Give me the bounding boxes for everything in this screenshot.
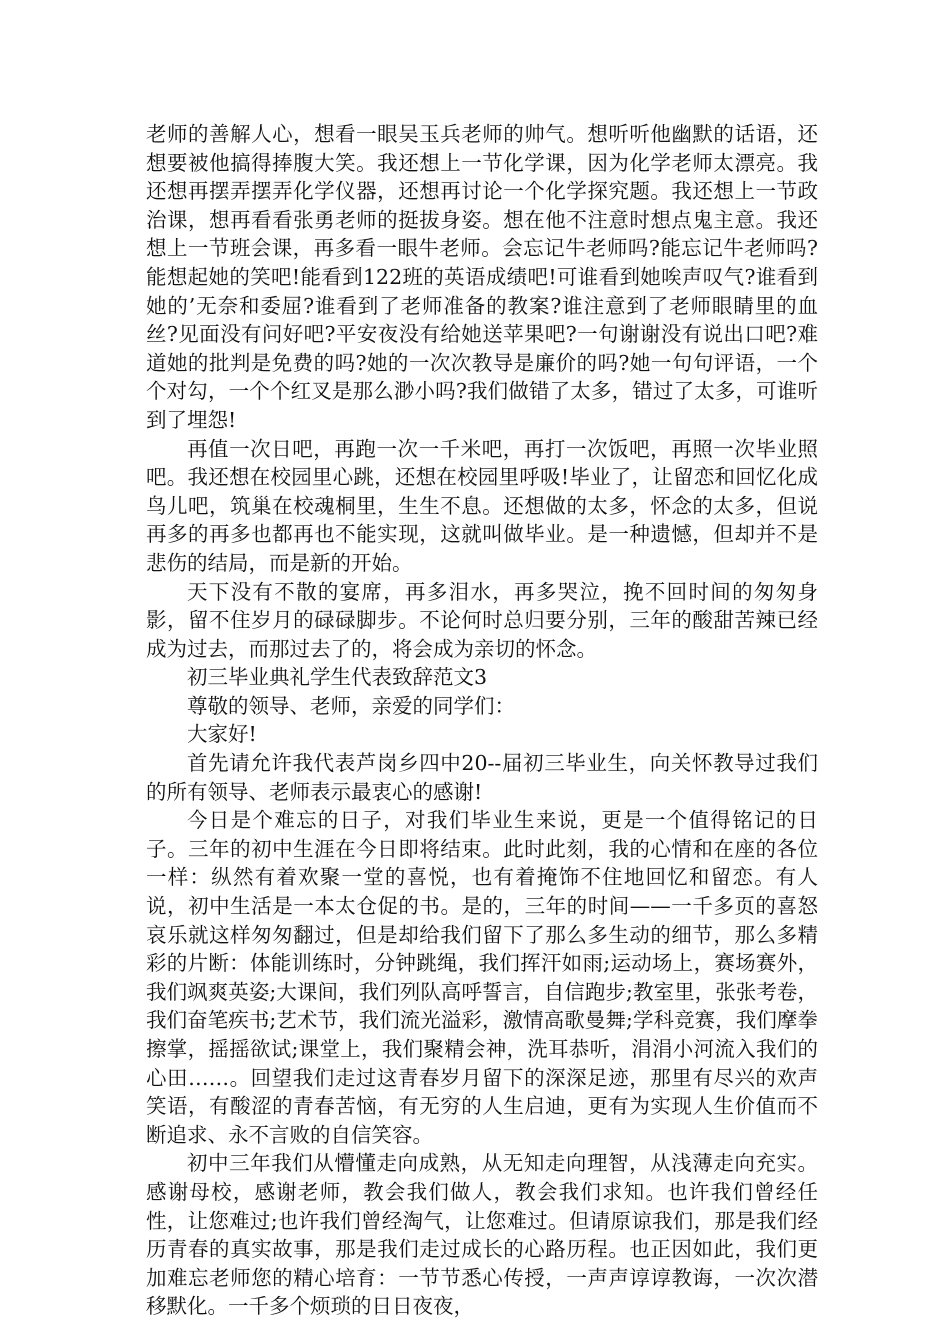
- paragraph-thanks: 首先请允许我代表芦岗乡四中20--届初三毕业生，向关怀教导过我们的所有领导、老师表示最衷心的感谢!: [146, 751, 818, 804]
- document-body: [146, 120, 818, 1321]
- salutation: 尊敬的领导、老师，亲爱的同学们：: [187, 693, 515, 718]
- paragraph-growth: 初中三年我们从懵懂走向成熟，从无知走向理智，从浅薄走向充实。感谢母校，感谢老师，教会我们做人，教会我们求知。也许我们曾经任性，让您难过;也许我们曾经淘气，让您难过。但请原谅我们，那是我们经历青春的真实故事，那是我们走过成长的心路历程。也正因如此，我们更加难忘老师您的精心培育：一节节悉心传授，一声声谆谆教诲，一次次潜移默化。一千多个烦琐的日日夜夜，: [146, 1151, 818, 1319]
- paragraph-teachers-memories: 老师的善解人心，想看一眼吴玉兵老师的帅气。想听听他幽默的话语，还想要被他搞得捧腹大笑。我还想上一节化学课，因为化学老师太漂亮。我还想再摆弄摆弄化学仪器，还想再讨论一个化学探究题。我还想上一节政治课，想再看看张勇老师的挺拔身姿。想在他不注意时想点鬼主意。我还想上一节班会课，再多看一眼牛老师。会忘记牛老师吗?能忘记牛老师吗?能想起她的笑吧!能看到122班的英语成绩吧!可谁看到她唉声叹气?谁看到她的’无奈和委屈?谁看到了老师准备的教案?谁注意到了老师眼睛里的血丝?见面没有问好吧?平安夜没有给她送苹果吧?一句谢谢没有说出口吧?难道她的批判是免费的吗?她的一次次教导是廉价的吗?她一句句评语，一个个对勾，一个个红叉是那么渺小吗?我们做错了太多，错过了太多，可谁听到了埋怨!: [146, 122, 818, 432]
- paragraph-memorable-day: 今日是个难忘的日子，对我们毕业生来说，更是一个值得铭记的日子。三年的初中生涯在今日即将结束。此时此刻，我的心情和在座的各位一样：纵然有着欢聚一堂的喜悦，也有着掩饰不住地回忆和留恋。有人说，初中生活是一本太仓促的书。是的，三年的时间——一千多页的喜怒哀乐就这样匆匆翻过，但是却给我们留下了那么多生动的细节，那么多精彩的片断：体能训练时，分钟跳绳，我们挥汗如雨;运动场上，赛场赛外，我们飒爽英姿;大课间，我们列队高呼誓言，自信跑步;教室里，张张考卷，我们奋笔疾书;艺术节，我们流光溢彩，激情高歌曼舞;学科竞赛，我们摩拳擦掌，摇摇欲试;课堂上，我们聚精会神，洗耳恭听，涓涓小河流入我们的心田……。回望我们走过这青春岁月留下的深深足迹，那里有尽兴的欢声笑语，有酸涩的青春苦恼，有无穷的人生启迪，更有为实现人生价值而不断追求、永不言败的自信笑容。: [146, 808, 818, 1147]
- section-heading: 初三毕业典礼学生代表致辞范文3: [187, 665, 488, 690]
- paragraph-parting: 天下没有不散的宴席，再多泪水，再多哭泣，挽不回时间的匆匆身影，留不住岁月的碌碌脚步。不论何时总归要分别，三年的酸甜苦辣已经成为过去，而那过去了的，将会成为亲切的怀念。: [146, 579, 818, 661]
- greeting: 大家好!: [187, 722, 257, 747]
- paragraph-campus-farewell: 再值一次日吧，再跑一次一千米吧，再打一次饭吧，再照一次毕业照吧。我还想在校园里心跳，还想在校园里呼吸!毕业了，让留恋和回忆化成鸟儿吧，筑巢在校魂桐里，生生不息。还想做的太多，怀念的太多，但说再多的再多也都再也不能实现，这就叫做毕业。是一种遗憾，但却并不是悲伤的结局，而是新的开始。: [146, 436, 818, 575]
